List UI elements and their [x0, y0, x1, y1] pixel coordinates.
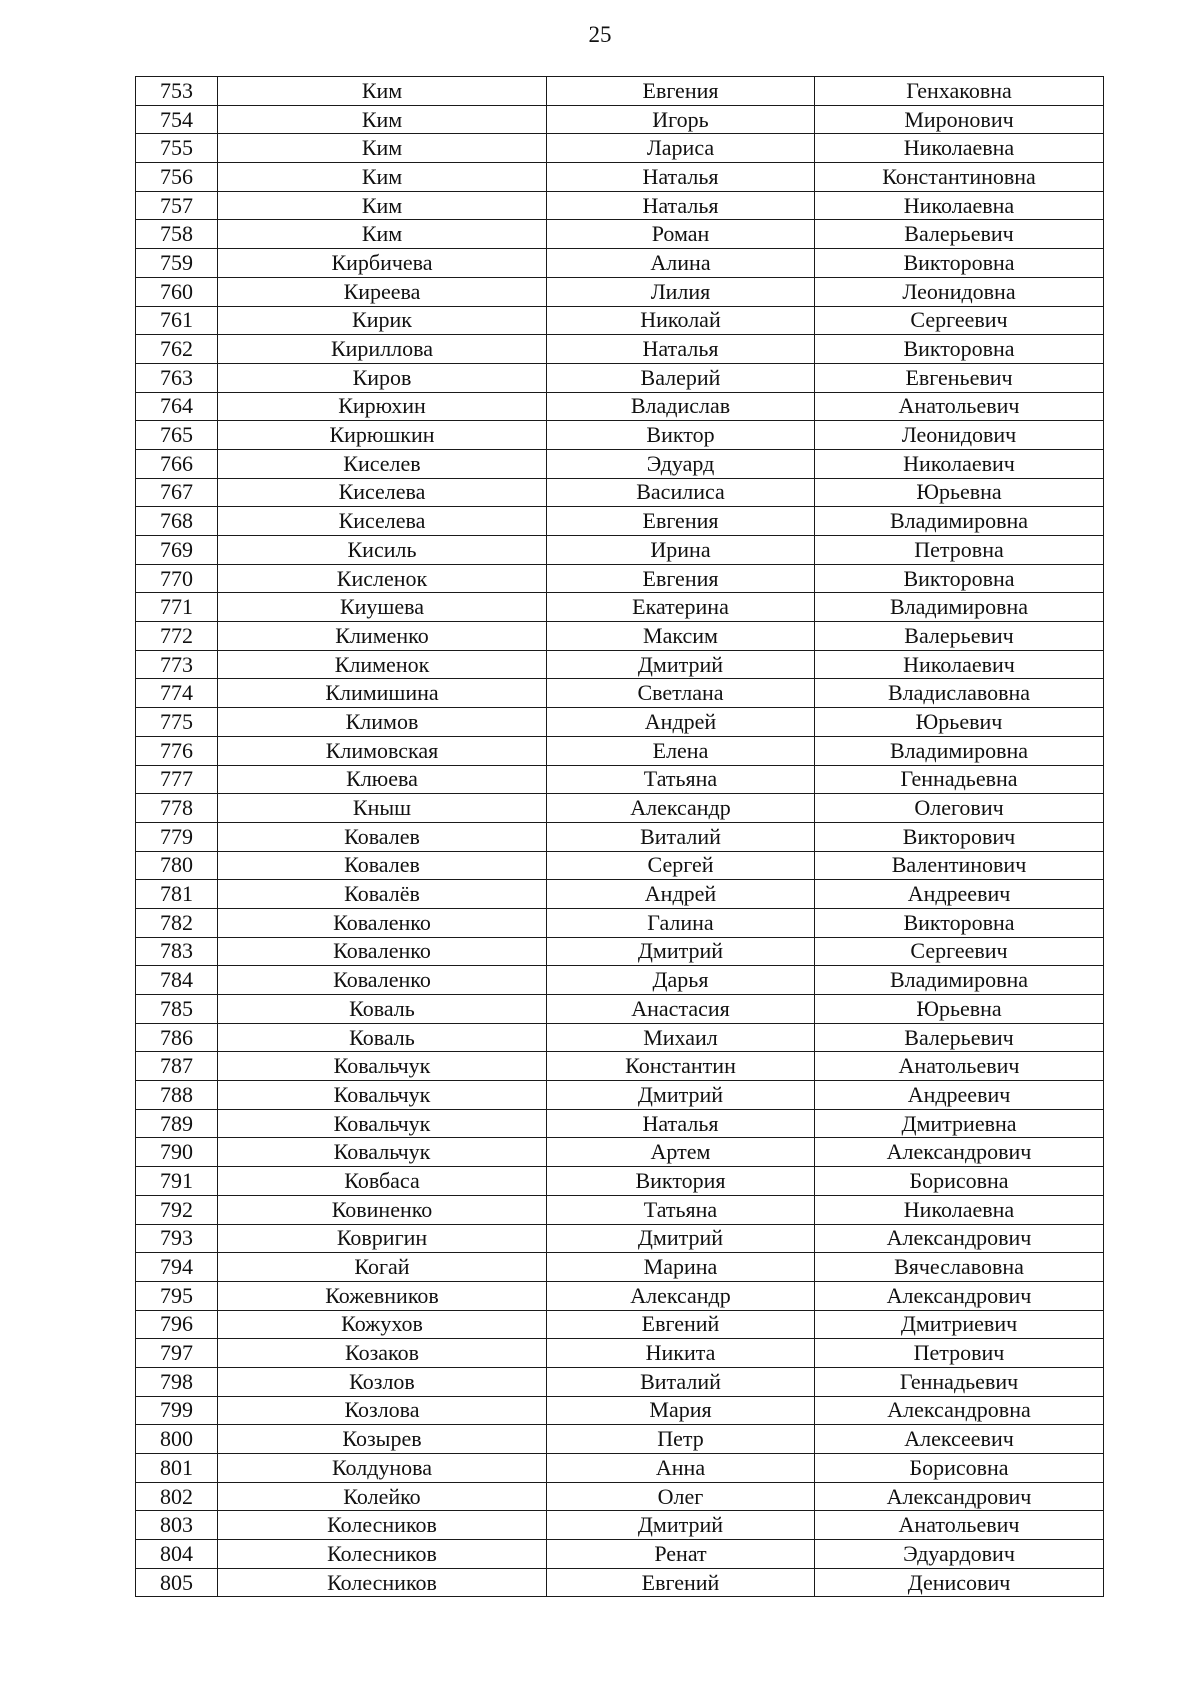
- last-name-cell: Киселев: [218, 449, 547, 478]
- page-number: 25: [588, 22, 612, 47]
- patronymic-cell: Валерьевич: [815, 220, 1104, 249]
- first-name-cell: Виталий: [547, 822, 815, 851]
- first-name-cell: Александр: [547, 794, 815, 823]
- patronymic-cell: Анатольевич: [815, 392, 1104, 421]
- table-row: [136, 593, 1104, 622]
- last-name-cell: Ковальчук: [218, 1052, 547, 1081]
- last-name-cell: Ким: [218, 134, 547, 163]
- row-number-cell: 767: [136, 478, 218, 507]
- row-number-cell: 758: [136, 220, 218, 249]
- patronymic-cell: Денисович: [815, 1568, 1104, 1597]
- last-name-cell: Киселева: [218, 507, 547, 536]
- first-name-cell: Петр: [547, 1425, 815, 1454]
- row-number-cell: 789: [136, 1109, 218, 1138]
- row-number-cell: 783: [136, 937, 218, 966]
- last-name-cell: Ким: [218, 191, 547, 220]
- row-number-cell: 762: [136, 335, 218, 364]
- last-name-cell: Клюева: [218, 765, 547, 794]
- row-number-cell: 800: [136, 1425, 218, 1454]
- last-name-cell: Ким: [218, 163, 547, 192]
- row-number-cell: 756: [136, 163, 218, 192]
- first-name-cell: Виталий: [547, 1367, 815, 1396]
- first-name-cell: Наталья: [547, 191, 815, 220]
- first-name-cell: Татьяна: [547, 1195, 815, 1224]
- roster-table: [135, 76, 1104, 1597]
- first-name-cell: Евгения: [547, 507, 815, 536]
- last-name-cell: Киров: [218, 363, 547, 392]
- patronymic-cell: Александрович: [815, 1281, 1104, 1310]
- first-name-cell: Олег: [547, 1482, 815, 1511]
- table-row: [136, 1425, 1104, 1454]
- table-row: [136, 650, 1104, 679]
- last-name-cell: Климов: [218, 708, 547, 737]
- row-number-cell: 791: [136, 1167, 218, 1196]
- table-row: [136, 880, 1104, 909]
- patronymic-cell: Владиславовна: [815, 679, 1104, 708]
- row-number-cell: 799: [136, 1396, 218, 1425]
- patronymic-cell: Андреевич: [815, 1081, 1104, 1110]
- row-number-cell: 784: [136, 966, 218, 995]
- last-name-cell: Когай: [218, 1253, 547, 1282]
- last-name-cell: Киушева: [218, 593, 547, 622]
- row-number-cell: 798: [136, 1367, 218, 1396]
- first-name-cell: Сергей: [547, 851, 815, 880]
- patronymic-cell: Александрович: [815, 1224, 1104, 1253]
- table-row: [136, 77, 1104, 106]
- row-number-cell: 785: [136, 995, 218, 1024]
- row-number-cell: 777: [136, 765, 218, 794]
- last-name-cell: Клименок: [218, 650, 547, 679]
- row-number-cell: 786: [136, 1023, 218, 1052]
- last-name-cell: Киреева: [218, 277, 547, 306]
- last-name-cell: Колейко: [218, 1482, 547, 1511]
- patronymic-cell: Анатольевич: [815, 1511, 1104, 1540]
- first-name-cell: Светлана: [547, 679, 815, 708]
- first-name-cell: Роман: [547, 220, 815, 249]
- table-row: [136, 966, 1104, 995]
- table-row: [136, 822, 1104, 851]
- first-name-cell: Екатерина: [547, 593, 815, 622]
- first-name-cell: Андрей: [547, 708, 815, 737]
- row-number-cell: 753: [136, 77, 218, 106]
- patronymic-cell: Эдуардович: [815, 1540, 1104, 1569]
- first-name-cell: Владислав: [547, 392, 815, 421]
- patronymic-cell: Борисовна: [815, 1167, 1104, 1196]
- last-name-cell: Кожухов: [218, 1310, 547, 1339]
- row-number-cell: 795: [136, 1281, 218, 1310]
- first-name-cell: Евгения: [547, 77, 815, 106]
- patronymic-cell: Владимировна: [815, 507, 1104, 536]
- row-number-cell: 771: [136, 593, 218, 622]
- first-name-cell: Дмитрий: [547, 1081, 815, 1110]
- first-name-cell: Елена: [547, 736, 815, 765]
- table-row: [136, 851, 1104, 880]
- table-row: [136, 105, 1104, 134]
- row-number-cell: 796: [136, 1310, 218, 1339]
- last-name-cell: Козырев: [218, 1425, 547, 1454]
- table-row: [136, 1167, 1104, 1196]
- first-name-cell: Николай: [547, 306, 815, 335]
- patronymic-cell: Юрьевна: [815, 995, 1104, 1024]
- patronymic-cell: Александровна: [815, 1396, 1104, 1425]
- last-name-cell: Кисиль: [218, 536, 547, 565]
- patronymic-cell: Дмитриевич: [815, 1310, 1104, 1339]
- patronymic-cell: Сергеевич: [815, 937, 1104, 966]
- last-name-cell: Ковалёв: [218, 880, 547, 909]
- table-row: [136, 937, 1104, 966]
- table-row: [136, 478, 1104, 507]
- patronymic-cell: Николаевна: [815, 1195, 1104, 1224]
- row-number-cell: 766: [136, 449, 218, 478]
- first-name-cell: Дмитрий: [547, 650, 815, 679]
- first-name-cell: Константин: [547, 1052, 815, 1081]
- first-name-cell: Галина: [547, 908, 815, 937]
- row-number-cell: 803: [136, 1511, 218, 1540]
- patronymic-cell: Викторович: [815, 822, 1104, 851]
- table-row: [136, 1023, 1104, 1052]
- last-name-cell: Ким: [218, 77, 547, 106]
- row-number-cell: 763: [136, 363, 218, 392]
- table-row: [136, 995, 1104, 1024]
- table-row: [136, 1511, 1104, 1540]
- patronymic-cell: Анатольевич: [815, 1052, 1104, 1081]
- last-name-cell: Ковальчук: [218, 1138, 547, 1167]
- row-number-cell: 772: [136, 622, 218, 651]
- row-number-cell: 773: [136, 650, 218, 679]
- patronymic-cell: Викторовна: [815, 564, 1104, 593]
- patronymic-cell: Викторовна: [815, 908, 1104, 937]
- last-name-cell: Колесников: [218, 1511, 547, 1540]
- table-row: [136, 1281, 1104, 1310]
- patronymic-cell: Андреевич: [815, 880, 1104, 909]
- first-name-cell: Лилия: [547, 277, 815, 306]
- first-name-cell: Максим: [547, 622, 815, 651]
- row-number-cell: 787: [136, 1052, 218, 1081]
- patronymic-cell: Николаевич: [815, 449, 1104, 478]
- patronymic-cell: Евгеньевич: [815, 363, 1104, 392]
- table-row: [136, 220, 1104, 249]
- row-number-cell: 793: [136, 1224, 218, 1253]
- first-name-cell: Евгения: [547, 564, 815, 593]
- last-name-cell: Козлова: [218, 1396, 547, 1425]
- table-row: [136, 1540, 1104, 1569]
- last-name-cell: Коваль: [218, 995, 547, 1024]
- last-name-cell: Козаков: [218, 1339, 547, 1368]
- patronymic-cell: Генхаковна: [815, 77, 1104, 106]
- first-name-cell: Александр: [547, 1281, 815, 1310]
- last-name-cell: Козлов: [218, 1367, 547, 1396]
- first-name-cell: Алина: [547, 249, 815, 278]
- table-row: [136, 536, 1104, 565]
- table-row: [136, 794, 1104, 823]
- last-name-cell: Кирюшкин: [218, 421, 547, 450]
- patronymic-cell: Николаевич: [815, 650, 1104, 679]
- table-row: [136, 1367, 1104, 1396]
- patronymic-cell: Вячеславовна: [815, 1253, 1104, 1282]
- table-row: [136, 564, 1104, 593]
- patronymic-cell: Леонидович: [815, 421, 1104, 450]
- last-name-cell: Коваль: [218, 1023, 547, 1052]
- row-number-cell: 760: [136, 277, 218, 306]
- patronymic-cell: Александрович: [815, 1138, 1104, 1167]
- last-name-cell: Ковалев: [218, 851, 547, 880]
- last-name-cell: Колдунова: [218, 1454, 547, 1483]
- table-row: [136, 1109, 1104, 1138]
- table-row: [136, 507, 1104, 536]
- first-name-cell: Евгений: [547, 1568, 815, 1597]
- patronymic-cell: Александрович: [815, 1482, 1104, 1511]
- last-name-cell: Колесников: [218, 1568, 547, 1597]
- first-name-cell: Дмитрий: [547, 1224, 815, 1253]
- first-name-cell: Марина: [547, 1253, 815, 1282]
- table-row: [136, 1052, 1104, 1081]
- last-name-cell: Ковальчук: [218, 1109, 547, 1138]
- table-row: [136, 708, 1104, 737]
- table-row: [136, 622, 1104, 651]
- row-number-cell: 769: [136, 536, 218, 565]
- patronymic-cell: Леонидовна: [815, 277, 1104, 306]
- table-row: [136, 1454, 1104, 1483]
- row-number-cell: 805: [136, 1568, 218, 1597]
- patronymic-cell: Валерьевич: [815, 622, 1104, 651]
- row-number-cell: 792: [136, 1195, 218, 1224]
- last-name-cell: Ковалев: [218, 822, 547, 851]
- last-name-cell: Ковиненко: [218, 1195, 547, 1224]
- table-row: [136, 163, 1104, 192]
- first-name-cell: Виктория: [547, 1167, 815, 1196]
- row-number-cell: 776: [136, 736, 218, 765]
- last-name-cell: Кожевников: [218, 1281, 547, 1310]
- last-name-cell: Киселева: [218, 478, 547, 507]
- row-number-cell: 768: [136, 507, 218, 536]
- row-number-cell: 804: [136, 1540, 218, 1569]
- patronymic-cell: Геннадьевна: [815, 765, 1104, 794]
- table-row: [136, 1568, 1104, 1597]
- patronymic-cell: Петрович: [815, 1339, 1104, 1368]
- last-name-cell: Ковальчук: [218, 1081, 547, 1110]
- table-row: [136, 1224, 1104, 1253]
- first-name-cell: Ирина: [547, 536, 815, 565]
- row-number-cell: 802: [136, 1482, 218, 1511]
- patronymic-cell: Петровна: [815, 536, 1104, 565]
- table-row: [136, 249, 1104, 278]
- table-row: [136, 1339, 1104, 1368]
- row-number-cell: 788: [136, 1081, 218, 1110]
- table-row: [136, 191, 1104, 220]
- roster-table-body: [136, 77, 1104, 1597]
- table-row: [136, 1482, 1104, 1511]
- first-name-cell: Мария: [547, 1396, 815, 1425]
- row-number-cell: 775: [136, 708, 218, 737]
- row-number-cell: 757: [136, 191, 218, 220]
- first-name-cell: Эдуард: [547, 449, 815, 478]
- first-name-cell: Татьяна: [547, 765, 815, 794]
- last-name-cell: Кирбичева: [218, 249, 547, 278]
- first-name-cell: Игорь: [547, 105, 815, 134]
- patronymic-cell: Валентинович: [815, 851, 1104, 880]
- row-number-cell: 764: [136, 392, 218, 421]
- patronymic-cell: Константиновна: [815, 163, 1104, 192]
- last-name-cell: Климовская: [218, 736, 547, 765]
- patronymic-cell: Викторовна: [815, 249, 1104, 278]
- table-row: [136, 1138, 1104, 1167]
- first-name-cell: Василиса: [547, 478, 815, 507]
- row-number-cell: 770: [136, 564, 218, 593]
- first-name-cell: Дарья: [547, 966, 815, 995]
- first-name-cell: Артем: [547, 1138, 815, 1167]
- last-name-cell: Коваленко: [218, 937, 547, 966]
- table-row: [136, 363, 1104, 392]
- table-row: [136, 736, 1104, 765]
- patronymic-cell: Владимировна: [815, 593, 1104, 622]
- patronymic-cell: Валерьевич: [815, 1023, 1104, 1052]
- row-number-cell: 797: [136, 1339, 218, 1368]
- row-number-cell: 765: [136, 421, 218, 450]
- patronymic-cell: Юрьевич: [815, 708, 1104, 737]
- row-number-cell: 755: [136, 134, 218, 163]
- first-name-cell: Наталья: [547, 163, 815, 192]
- table-row: [136, 134, 1104, 163]
- first-name-cell: Наталья: [547, 335, 815, 364]
- first-name-cell: Михаил: [547, 1023, 815, 1052]
- first-name-cell: Дмитрий: [547, 1511, 815, 1540]
- row-number-cell: 781: [136, 880, 218, 909]
- last-name-cell: Ким: [218, 105, 547, 134]
- first-name-cell: Дмитрий: [547, 937, 815, 966]
- last-name-cell: Ковригин: [218, 1224, 547, 1253]
- table-row: [136, 1253, 1104, 1282]
- first-name-cell: Андрей: [547, 880, 815, 909]
- patronymic-cell: Борисовна: [815, 1454, 1104, 1483]
- first-name-cell: Ренат: [547, 1540, 815, 1569]
- table-row: [136, 449, 1104, 478]
- row-number-cell: 778: [136, 794, 218, 823]
- row-number-cell: 761: [136, 306, 218, 335]
- patronymic-cell: Олегович: [815, 794, 1104, 823]
- last-name-cell: Кисленок: [218, 564, 547, 593]
- patronymic-cell: Николаевна: [815, 134, 1104, 163]
- patronymic-cell: Дмитриевна: [815, 1109, 1104, 1138]
- last-name-cell: Климишина: [218, 679, 547, 708]
- table-row: [136, 306, 1104, 335]
- row-number-cell: 794: [136, 1253, 218, 1282]
- patronymic-cell: Николаевна: [815, 191, 1104, 220]
- table-row: [136, 765, 1104, 794]
- first-name-cell: Никита: [547, 1339, 815, 1368]
- row-number-cell: 759: [136, 249, 218, 278]
- first-name-cell: Наталья: [547, 1109, 815, 1138]
- table-row: [136, 421, 1104, 450]
- table-row: [136, 1195, 1104, 1224]
- patronymic-cell: Владимировна: [815, 966, 1104, 995]
- first-name-cell: Анастасия: [547, 995, 815, 1024]
- last-name-cell: Ковбаса: [218, 1167, 547, 1196]
- table-row: [136, 1310, 1104, 1339]
- patronymic-cell: Владимировна: [815, 736, 1104, 765]
- table-row: [136, 1396, 1104, 1425]
- patronymic-cell: Миронович: [815, 105, 1104, 134]
- last-name-cell: Кныш: [218, 794, 547, 823]
- row-number-cell: 774: [136, 679, 218, 708]
- row-number-cell: 754: [136, 105, 218, 134]
- row-number-cell: 780: [136, 851, 218, 880]
- last-name-cell: Коваленко: [218, 966, 547, 995]
- first-name-cell: Виктор: [547, 421, 815, 450]
- first-name-cell: Евгений: [547, 1310, 815, 1339]
- first-name-cell: Анна: [547, 1454, 815, 1483]
- last-name-cell: Кирюхин: [218, 392, 547, 421]
- last-name-cell: Кириллова: [218, 335, 547, 364]
- patronymic-cell: Викторовна: [815, 335, 1104, 364]
- table-row: [136, 277, 1104, 306]
- row-number-cell: 779: [136, 822, 218, 851]
- patronymic-cell: Алексеевич: [815, 1425, 1104, 1454]
- first-name-cell: Валерий: [547, 363, 815, 392]
- first-name-cell: Лариса: [547, 134, 815, 163]
- table-row: [136, 908, 1104, 937]
- patronymic-cell: Сергеевич: [815, 306, 1104, 335]
- last-name-cell: Коваленко: [218, 908, 547, 937]
- table-row: [136, 1081, 1104, 1110]
- row-number-cell: 801: [136, 1454, 218, 1483]
- patronymic-cell: Геннадьевич: [815, 1367, 1104, 1396]
- table-row: [136, 392, 1104, 421]
- last-name-cell: Колесников: [218, 1540, 547, 1569]
- last-name-cell: Кирик: [218, 306, 547, 335]
- last-name-cell: Клименко: [218, 622, 547, 651]
- row-number-cell: 790: [136, 1138, 218, 1167]
- last-name-cell: Ким: [218, 220, 547, 249]
- patronymic-cell: Юрьевна: [815, 478, 1104, 507]
- row-number-cell: 782: [136, 908, 218, 937]
- table-row: [136, 679, 1104, 708]
- table-row: [136, 335, 1104, 364]
